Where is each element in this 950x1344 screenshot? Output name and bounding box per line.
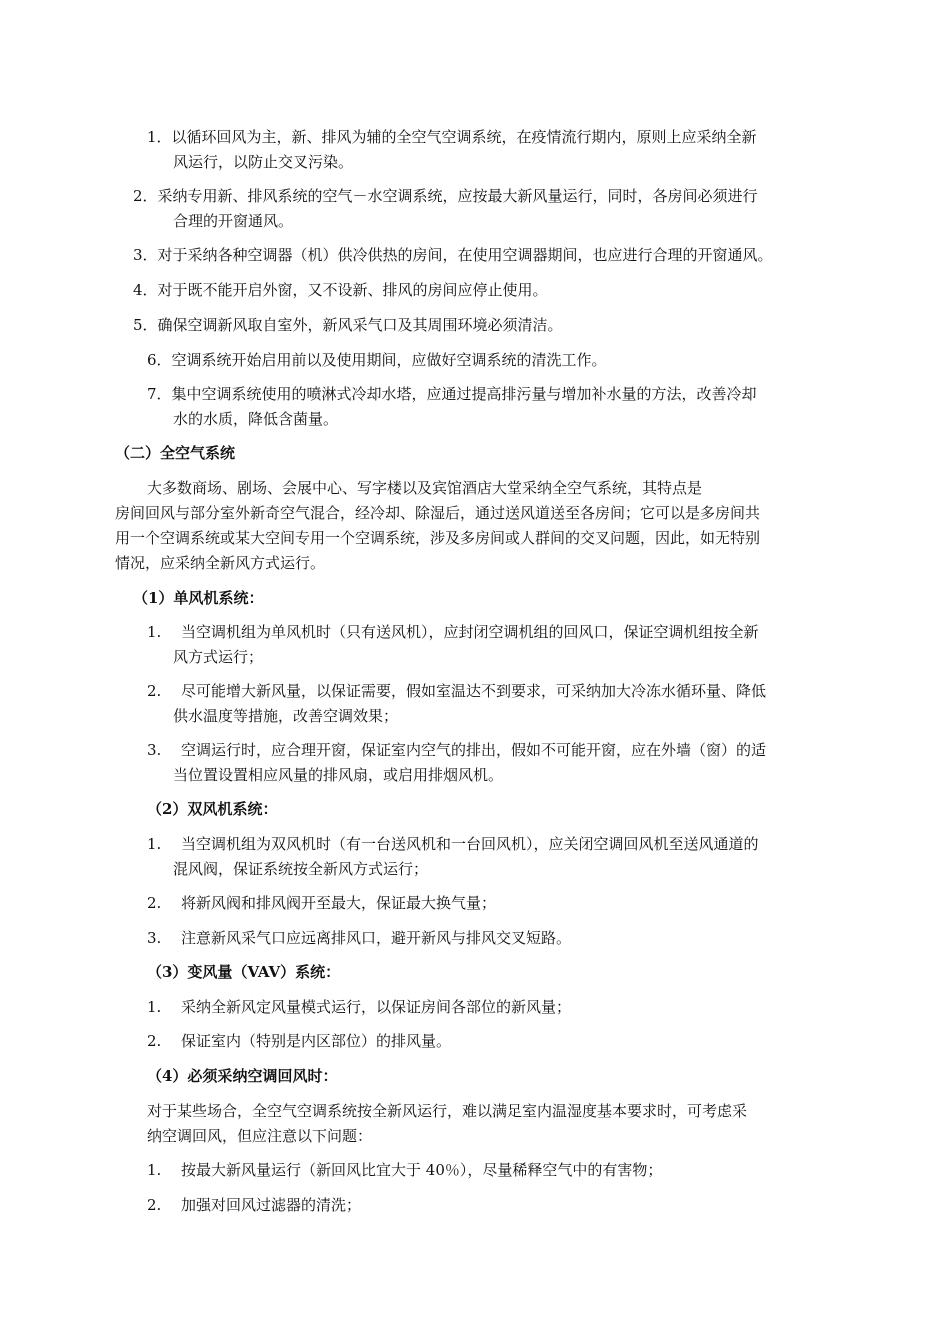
paragraph-line: 房间回风与部分室外新奇空气混合，经冷却、除湿后，通过送风道送至各房间；它可以是多房间共 (115, 504, 761, 522)
item-number: 1. (147, 623, 162, 641)
item-text-cont: 水的水质，降低含菌量。 (173, 410, 339, 428)
item-text: 空调系统开始启用前以及使用期间，应做好空调系统的清洗工作。 (171, 351, 607, 369)
paragraph-line: 大多数商场、剧场、会展中心、写字楼以及宾馆酒店大堂采纳全空气系统，其特点是 (147, 479, 703, 497)
item-text-cont: 风方式运行； (173, 648, 264, 666)
item-text: 以循环回风为主，新、排风为辅的全空气空调系统，在疫情流行期内，原则上应采纳全新 (171, 128, 757, 146)
item-number: 1. (147, 835, 162, 853)
item-text-cont: 风运行，以防止交叉污染。 (173, 153, 354, 171)
item-number: 2． (133, 187, 158, 205)
item-text: 当空调机组为单风机时（只有送风机），应封闭空调机组的回风口，保证空调机组按全新 (181, 623, 759, 641)
subsection-heading: （3）变风量（VAV）系统： (147, 963, 341, 981)
item-number: 3. (147, 741, 162, 759)
item-text-cont: 混风阀，保证系统按全新风方式运行； (173, 860, 429, 878)
section-heading: （二）全空气系统 (115, 444, 236, 462)
item-text: 保证室内（特别是内区部位）的排风量。 (181, 1032, 452, 1050)
paragraph-line: 情况，应采纳全新风方式运行。 (115, 554, 326, 572)
item-text: 集中空调系统使用的喷淋式冷却水塔，应通过提高排污量与增加补水量的方法，改善冷却 (171, 385, 757, 403)
item-number: 6． (147, 351, 172, 369)
item-number: 1. (147, 1161, 162, 1179)
item-text: 采纳专用新、排风系统的空气－水空调系统，应按最大新风量运行，同时，各房间必须进行 (157, 187, 758, 205)
paragraph-line: 纳空调回风，但应注意以下问题： (147, 1127, 373, 1145)
item-text-cont: 供水温度等措施，改善空调效果； (173, 707, 399, 725)
item-text: 加强对回风过滤器的清洗； (181, 1196, 362, 1214)
paragraph-line: 对于某些场合，全空气空调系统按全新风运行，难以满足室内温湿度基本要求时，可考虑采 (147, 1102, 748, 1120)
item-number: 7． (147, 385, 172, 403)
item-number: 2. (147, 894, 162, 912)
item-text-cont: 当位置设置相应风量的排风扇，或启用排烟风机。 (173, 766, 504, 784)
subsection-heading: （4）必须采纳空调回风时： (147, 1067, 338, 1085)
item-number: 3. (147, 929, 162, 947)
item-text: 注意新风采气口应远离排风口，避开新风与排风交叉短路。 (181, 929, 572, 947)
item-number: 1． (147, 128, 172, 146)
item-number: 5． (133, 316, 158, 334)
paragraph-line: 用一个空调系统或某大空间专用一个空调系统，涉及多房间或人群间的交叉问题，因此，如无特别 (115, 529, 761, 547)
subsection-heading: （1）单风机系统： (133, 589, 264, 607)
item-number: 2. (147, 1196, 162, 1214)
item-text-cont: 合理的开窗通风。 (173, 212, 294, 230)
item-text: 当空调机组为双风机时（有一台送风机和一台回风机），应关闭空调回风机至送风通道的 (181, 835, 759, 853)
item-text: 对于采纳各种空调器（机）供冷供热的房间，在使用空调器期间，也应进行合理的开窗通风。 (157, 246, 773, 264)
item-number: 2. (147, 1032, 162, 1050)
item-text: 确保空调新风取自室外，新风采气口及其周围环境必须清洁。 (157, 316, 563, 334)
item-number: 3． (133, 246, 158, 264)
subsection-heading: （2）双风机系统： (147, 800, 278, 818)
item-number: 2. (147, 682, 162, 700)
item-text: 将新风阀和排风阀开至最大，保证最大换气量； (181, 894, 497, 912)
item-text: 采纳全新风定风量模式运行，以保证房间各部位的新风量； (181, 998, 572, 1016)
item-text: 空调运行时，应合理开窗，保证室内空气的排出，假如不可能开窗，应在外墙（窗）的适 (181, 741, 767, 759)
item-text: 尽可能增大新风量，以保证需要，假如室温达不到要求，可采纳加大冷冻水循环量、降低 (181, 682, 767, 700)
item-number: 1. (147, 998, 162, 1016)
item-text: 按最大新风量运行（新回风比宜大于 40％），尽量稀释空气中的有害物； (181, 1161, 663, 1179)
item-text: 对于既不能开启外窗，又不设新、排风的房间应停止使用。 (157, 281, 548, 299)
item-number: 4． (133, 281, 158, 299)
